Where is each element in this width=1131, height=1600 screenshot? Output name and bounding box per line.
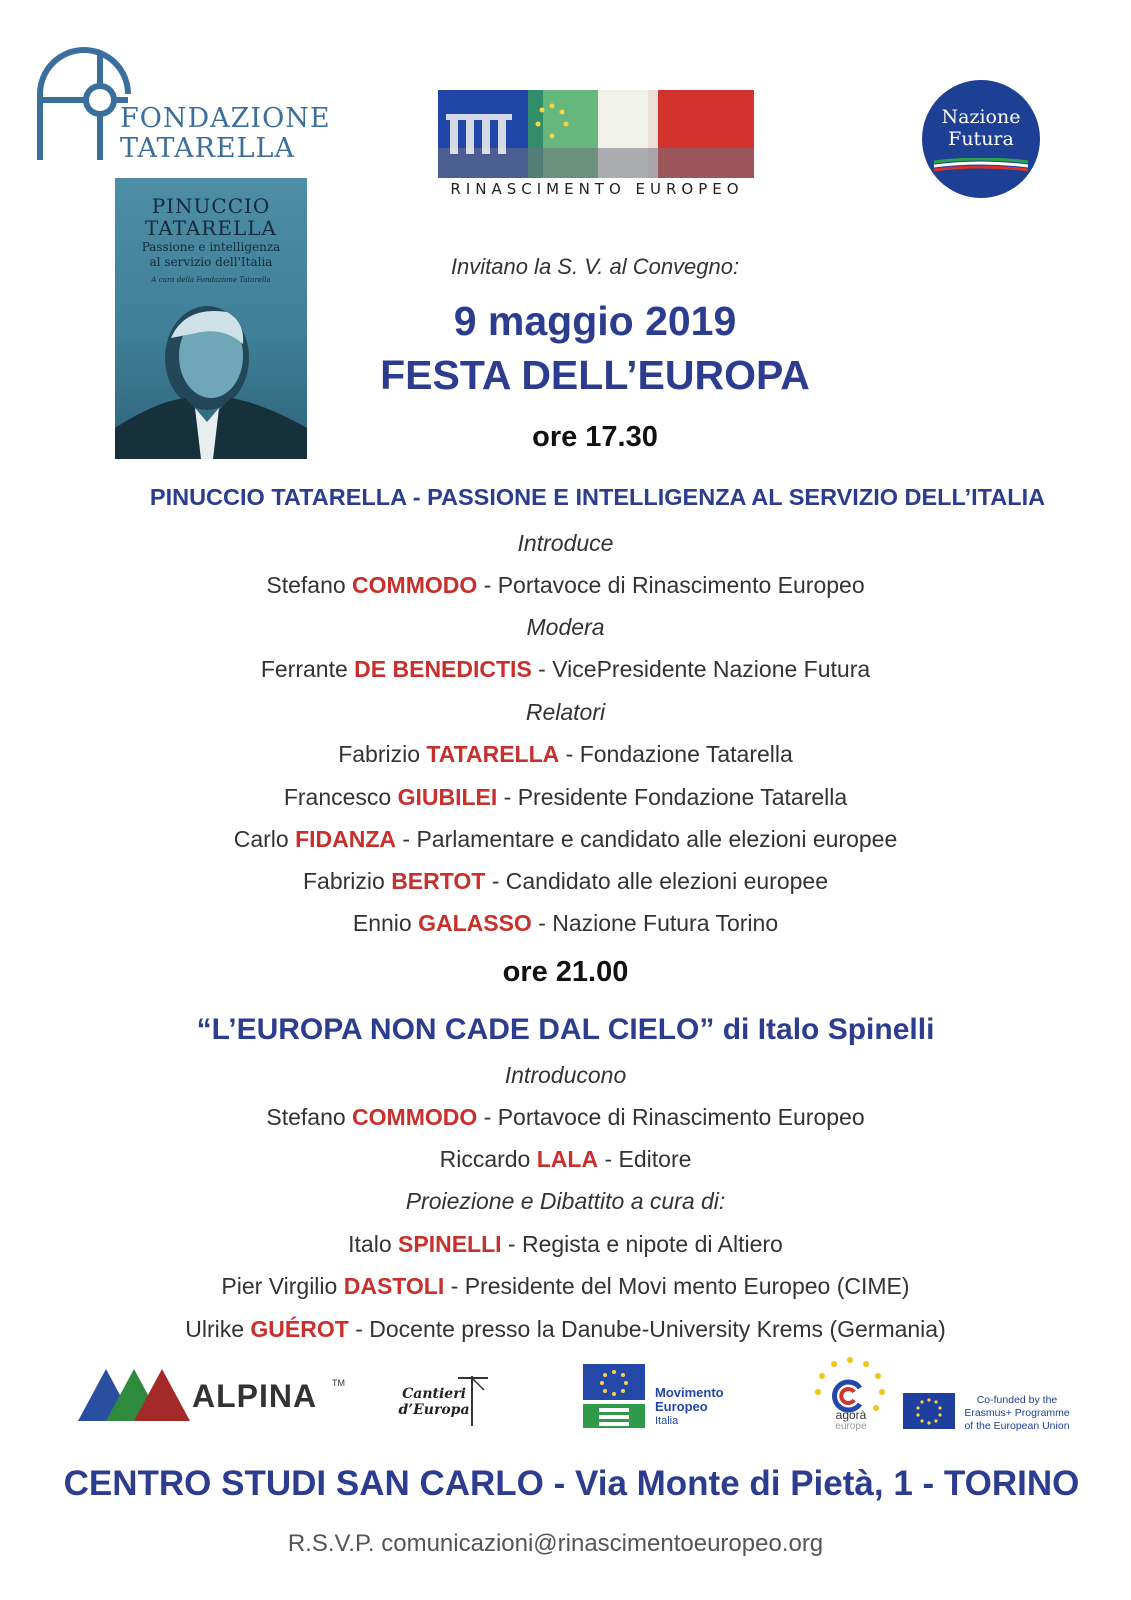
session2-time: ore 21.00 <box>502 956 629 988</box>
session1-title: PINUCCIO TATARELLA - PASSIONE E INTELLIGENZA AL SERVIZIO DELL’ITALIA <box>149 484 1046 510</box>
fondazione-emblem-icon <box>34 34 134 164</box>
person-role: - Portavoce di Rinascimento Europeo <box>477 572 865 598</box>
debater-row <box>0 1316 1131 1343</box>
session1-speakers-label: Relatori <box>525 699 606 725</box>
alpina-name: ALPINA <box>192 1378 318 1414</box>
movimento-line1: Movimento <box>655 1385 724 1400</box>
rsvp-email[interactable]: R.S.V.P. comunicazioni@rinascimentoeuropeo.org <box>287 1530 824 1557</box>
rinascimento-europeo-label: RINASCIMENTO EUROPEO <box>450 180 744 198</box>
person-first-name: Ennio <box>352 910 419 936</box>
nazione-futura-line1: Nazione <box>941 106 1021 128</box>
person-first-name: Fabrizio <box>338 741 427 767</box>
fondazione-name-line1: FONDAZIONE <box>120 103 331 134</box>
event-date: 9 maggio 2019 <box>453 298 737 344</box>
event-title: FESTA DELL’EUROPA <box>380 352 810 398</box>
person-surname: DASTOLI <box>343 1273 445 1299</box>
person-role: - Candidato alle elezioni europee <box>485 868 829 894</box>
invite-text: Invitano la S. V. al Convegno: <box>450 254 740 279</box>
venue-address: CENTRO STUDI SAN CARLO - Via Monte di Pietà, 1 - TORINO <box>63 1464 1080 1503</box>
speaker-row <box>0 741 1131 768</box>
session2-intro-person <box>0 1104 1131 1131</box>
person-first-name: Pier Virgilio <box>221 1273 344 1299</box>
agora-name <box>826 1410 876 1432</box>
person-surname: COMMODO <box>352 1104 478 1130</box>
cantieri-name <box>396 1386 472 1418</box>
session1-moderator-label: Modera <box>526 614 605 640</box>
book-cover <box>115 178 307 459</box>
person-surname: FIDANZA <box>295 826 397 852</box>
fondazione-name-line2: TATARELLA <box>120 133 295 164</box>
person-role: - Editore <box>598 1146 692 1172</box>
book-editor: A cura della Fondazione Tatarella <box>151 276 271 284</box>
rinascimento-europeo-image <box>438 90 754 178</box>
cantieri-line1: Cantieri <box>402 1386 466 1402</box>
person-role: - VicePresidente Nazione Futura <box>531 656 871 682</box>
speaker-row <box>0 910 1131 937</box>
erasmus-line1: Co-funded by the <box>976 1394 1058 1406</box>
person-role: - Fondazione Tatarella <box>559 741 793 767</box>
person-role: - Presidente Fondazione Tatarella <box>497 784 848 810</box>
person-first-name: Ulrike <box>185 1316 251 1342</box>
eu-flag-icon <box>583 1364 645 1428</box>
speaker-row <box>0 826 1131 853</box>
speaker-row <box>0 868 1131 895</box>
session2-intro-label: Introducono <box>504 1062 627 1088</box>
fondazione-name <box>120 104 331 164</box>
speaker-row <box>0 784 1131 811</box>
movimento-name <box>655 1386 724 1428</box>
book-portrait-image <box>115 298 307 459</box>
person-first-name: Italo <box>348 1231 399 1257</box>
movimento-line3: Italia <box>655 1415 679 1427</box>
book-subtitle-line2: al servizio dell'Italia <box>149 255 273 269</box>
person-first-name: Stefano <box>266 1104 353 1130</box>
person-role: - Regista e nipote di Altiero <box>501 1231 783 1257</box>
person-surname: GUÉROT <box>250 1316 349 1342</box>
book-subtitle-line1: Passione e intelligenza <box>141 240 281 254</box>
person-surname: DE BENEDICTIS <box>354 656 532 682</box>
person-first-name: Riccardo <box>439 1146 537 1172</box>
mountains-icon <box>78 1363 190 1423</box>
person-first-name: Stefano <box>266 572 353 598</box>
eu-flag-icon <box>903 1393 955 1429</box>
person-first-name: Francesco <box>283 784 398 810</box>
person-role: - Docente presso la Danube-University Krems (Germania) <box>348 1316 946 1342</box>
erasmus-line2: Erasmus+ Programme <box>964 1407 1070 1419</box>
person-first-name: Ferrante <box>260 656 355 682</box>
person-first-name: Fabrizio <box>302 868 392 894</box>
book-title-line1: PINUCCIO <box>151 194 271 218</box>
agora-line2: europe <box>835 1421 867 1432</box>
person-role: - Nazione Futura Torino <box>531 910 779 936</box>
nazione-futura-name <box>922 106 1040 150</box>
italian-stripe-icon <box>928 158 1034 174</box>
session2-title: “L’EUROPA NON CADE DAL CIELO” di Italo Spinelli <box>196 1013 935 1046</box>
movimento-line2: Europeo <box>655 1399 708 1414</box>
flag-collage-icon <box>438 90 754 178</box>
cantieri-line2: d’Europa <box>398 1402 470 1418</box>
session1-time: ore 17.30 <box>532 421 658 453</box>
session1-intro-person <box>0 572 1131 599</box>
person-surname: COMMODO <box>352 572 478 598</box>
session1-intro-label: Introduce <box>517 530 614 556</box>
person-role: - Parlamentare e candidato alle elezioni europee <box>396 826 898 852</box>
nazione-futura-line2: Futura <box>948 128 1014 150</box>
session2-intro-person <box>0 1146 1131 1173</box>
person-role: - Portavoce di Rinascimento Europeo <box>477 1104 865 1130</box>
person-surname: GIUBILEI <box>397 784 498 810</box>
person-surname: TATARELLA <box>426 741 560 767</box>
session1-moderator-person <box>0 656 1131 683</box>
book-title-line2: TATARELLA <box>145 216 277 240</box>
debater-row <box>0 1273 1131 1300</box>
person-role: - Presidente del Movi mento Europeo (CIME) <box>444 1273 910 1299</box>
session2-projection-label: Proiezione e Dibattito a cura di: <box>405 1188 726 1214</box>
agora-line1: agorà <box>835 1408 867 1422</box>
erasmus-line3: of the European Union <box>964 1420 1070 1432</box>
erasmus-text <box>958 1394 1076 1433</box>
person-surname: GALASSO <box>418 910 532 936</box>
debater-row <box>0 1231 1131 1258</box>
person-surname: SPINELLI <box>398 1231 502 1257</box>
person-first-name: Carlo <box>233 826 296 852</box>
person-surname: BERTOT <box>391 868 486 894</box>
alpina-trademark: TM <box>332 1378 345 1388</box>
person-surname: LALA <box>536 1146 599 1172</box>
